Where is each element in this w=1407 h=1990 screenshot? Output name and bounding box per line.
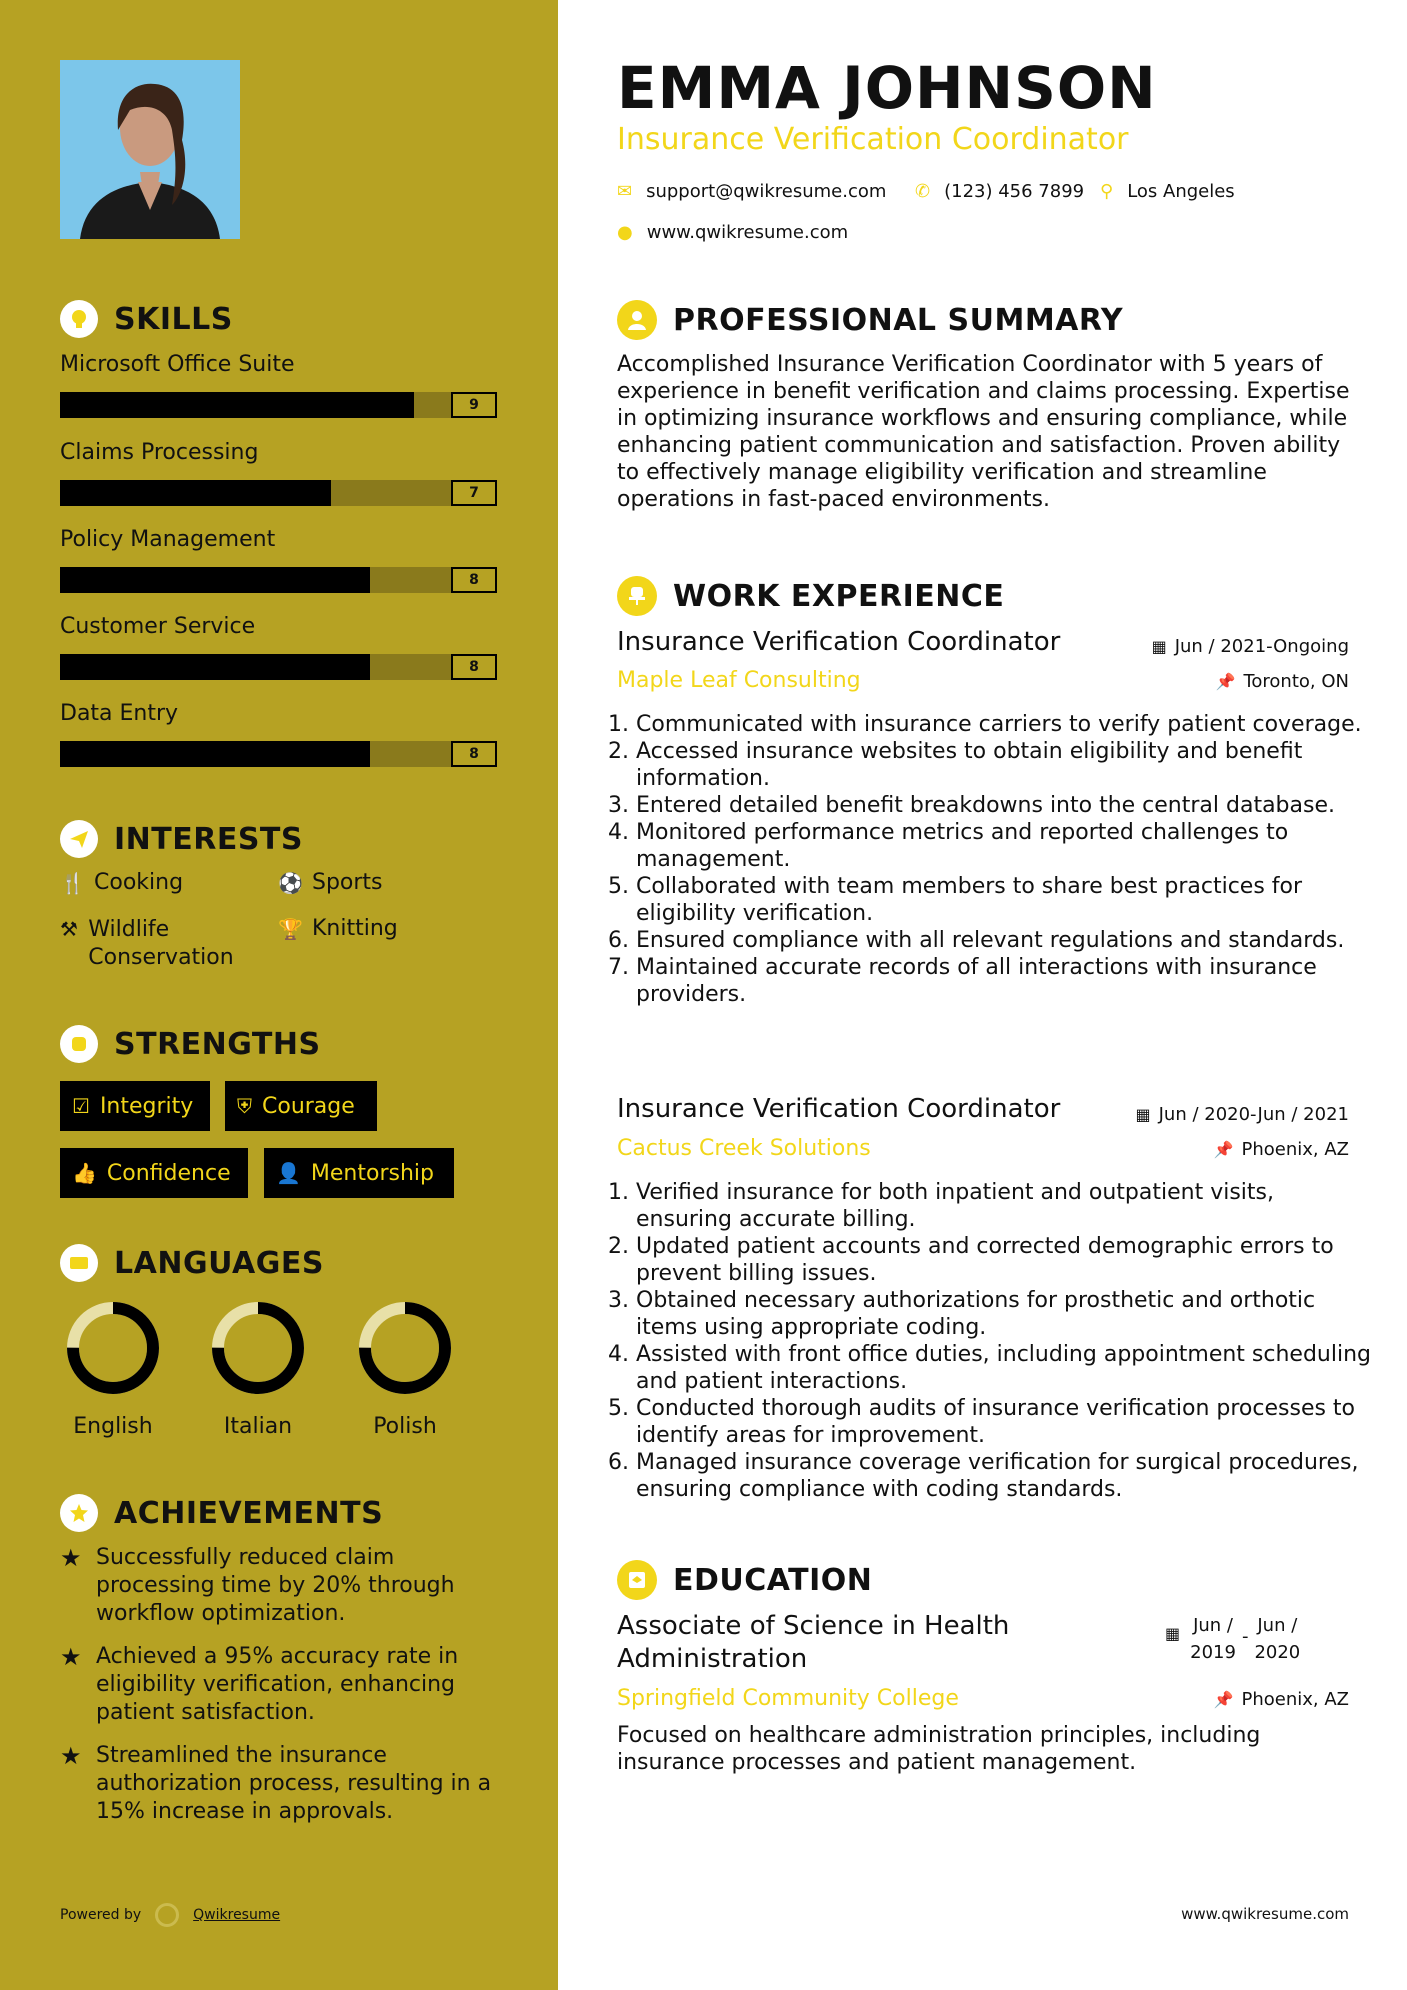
duty-item: 2. Updated patient accounts and corrected demographic errors to prevent billing issues.	[636, 1233, 1376, 1287]
achievements-heading	[60, 1494, 383, 1532]
profile-photo	[60, 60, 240, 239]
education-heading	[617, 1560, 872, 1600]
job-location-text: Toronto, ON	[1243, 671, 1349, 692]
shield-icon: ⛨	[237, 1094, 252, 1118]
languages-title: LANGUAGES	[114, 1245, 324, 1281]
user-icon	[617, 300, 657, 340]
strength-label: Integrity	[99, 1093, 194, 1119]
contact-email	[617, 181, 886, 202]
phone-icon: ✆	[915, 181, 931, 202]
job-date-text: Jun / 2020-Jun / 2021	[1158, 1104, 1349, 1125]
job-location	[1216, 671, 1349, 692]
strength-badge	[264, 1148, 454, 1198]
job-date-text: Jun / 2021-Ongoing	[1174, 636, 1349, 657]
achievement-text: Successfully reduced claim processing time by 20% through workflow optimization.	[96, 1545, 455, 1626]
date-separator: -	[1241, 1626, 1249, 1647]
job-duties	[612, 711, 1376, 1008]
star-icon: ★	[60, 1742, 82, 1770]
duty-item: 6. Ensured compliance with all relevant regulations and standards.	[636, 927, 1376, 954]
achievements-title: ACHIEVEMENTS	[114, 1495, 384, 1531]
strength-label: Mentorship	[310, 1160, 434, 1186]
skills-title: SKILLS	[114, 301, 233, 337]
skill-label: Claims Processing	[60, 440, 259, 465]
skill-bar	[60, 654, 497, 680]
duty-item: 1. Communicated with insurance carriers to verify patient coverage.	[636, 711, 1376, 738]
office-chair-icon	[617, 576, 657, 616]
fist-icon	[60, 1025, 98, 1063]
lightbulb-icon	[60, 300, 98, 338]
language-label: Polish	[373, 1414, 437, 1439]
id-card-icon	[60, 1244, 98, 1282]
language-item	[340, 1300, 470, 1439]
interest-label: Wildlife Conservation	[88, 917, 234, 970]
qwikresume-link[interactable]: Qwikresume	[193, 1907, 281, 1923]
school-name: Springfield Community College	[617, 1686, 959, 1711]
sidebar	[0, 0, 558, 1990]
skill-bar	[60, 741, 497, 767]
powered-label: Powered by	[60, 1907, 142, 1923]
skill-bar-fill	[60, 392, 414, 418]
job-date	[1135, 1104, 1349, 1125]
languages-heading	[60, 1244, 324, 1282]
job-title: Insurance Verification Coordinator	[617, 627, 1061, 657]
checkbox-icon: ☑	[72, 1094, 90, 1118]
education-start	[1190, 1612, 1236, 1666]
duty-item: 5. Collaborated with team members to share best practices for eligibility verification.	[636, 873, 1376, 927]
education-location	[1214, 1689, 1349, 1710]
strength-badge	[225, 1081, 377, 1131]
trophy-icon: 🏆	[278, 917, 303, 941]
start-year: 2019	[1190, 1642, 1236, 1663]
strength-badge	[60, 1148, 248, 1198]
language-label: Italian	[223, 1414, 293, 1439]
start-month: Jun /	[1193, 1615, 1233, 1636]
candidate-name: EMMA JOHNSON	[617, 54, 1157, 122]
end-month: Jun /	[1257, 1615, 1298, 1636]
qwikresume-logo-icon	[155, 1903, 179, 1927]
achievement-item	[60, 1643, 500, 1727]
education-title: EDUCATION	[673, 1562, 873, 1598]
job-location-text: Phoenix, AZ	[1241, 1139, 1349, 1160]
achievement-text: Streamlined the insurance authorization process, resulting in a 15% increase in approvals.	[96, 1743, 492, 1824]
duty-item: 4. Monitored performance metrics and reported challenges to management.	[636, 819, 1376, 873]
duty-item: 6. Managed insurance coverage verification for surgical procedures, ensuring compliance with coding standards.	[636, 1449, 1376, 1503]
summary-heading	[617, 300, 1123, 340]
calendar-icon: ▦	[1165, 1624, 1181, 1643]
duty-item: 5. Conducted thorough audits of insurance verification processes to identify areas for improvement.	[636, 1395, 1376, 1449]
footer-url[interactable]: www.qwikresume.com	[1181, 1905, 1349, 1923]
job-company: Maple Leaf Consulting	[617, 668, 861, 693]
interest-item	[60, 870, 183, 896]
interest-item	[60, 916, 270, 972]
interest-item	[278, 916, 398, 942]
language-ring	[357, 1300, 453, 1396]
education-date	[1165, 1612, 1300, 1666]
pin-icon: 📌	[1213, 1140, 1234, 1159]
duty-item: 7. Maintained accurate records of all interactions with insurance providers.	[636, 954, 1376, 1008]
calendar-icon: ▦	[1135, 1105, 1151, 1124]
duty-item: 2. Accessed insurance websites to obtain eligibility and benefit information.	[636, 738, 1376, 792]
interests-heading	[60, 820, 303, 858]
job-date	[1152, 636, 1349, 657]
calendar-icon: ▦	[1151, 637, 1167, 656]
language-label: English	[73, 1414, 153, 1439]
user-plus-icon: 👤	[276, 1161, 301, 1185]
strengths-title: STRENGTHS	[114, 1026, 321, 1062]
language-ring	[210, 1300, 306, 1396]
contact-location	[1100, 181, 1235, 202]
duty-item: 3. Obtained necessary authorizations for prosthetic and orthotic items using appropriate coding.	[636, 1287, 1376, 1341]
globe-icon: ●	[617, 222, 633, 243]
achievement-item	[60, 1544, 500, 1628]
education-text: Focused on healthcare administration principles, including insurance processes and patient management.	[617, 1723, 1261, 1775]
language-item	[48, 1300, 178, 1439]
location-text: Los Angeles	[1127, 181, 1235, 202]
phone-text[interactable]: (123) 456 7899	[944, 181, 1085, 202]
interests-title: INTERESTS	[114, 821, 303, 857]
interest-label: Sports	[312, 870, 383, 895]
skills-heading	[60, 300, 233, 338]
skill-bar	[60, 480, 497, 506]
language-ring	[65, 1300, 161, 1396]
experience-heading	[617, 576, 1004, 616]
duty-item: 4. Assisted with front office duties, including appointment scheduling and patient interactions.	[636, 1341, 1376, 1395]
education-end	[1254, 1612, 1300, 1666]
degree-title: Associate of Science in Health Administration	[617, 1611, 1010, 1674]
job-duties	[612, 1179, 1376, 1503]
skill-level: 8	[451, 741, 497, 767]
email-text[interactable]: support@qwikresume.com	[646, 181, 887, 202]
interest-label: Knitting	[312, 916, 398, 941]
contact-phone	[915, 181, 1084, 202]
education-location-text: Phoenix, AZ	[1241, 1689, 1349, 1710]
powered-by	[60, 1903, 280, 1927]
skill-label: Microsoft Office Suite	[60, 352, 295, 377]
job-company: Cactus Creek Solutions	[617, 1136, 871, 1161]
skill-level: 7	[451, 480, 497, 506]
utensils-icon: 🍴	[60, 871, 85, 895]
strength-badge	[60, 1081, 210, 1131]
interest-item	[278, 870, 383, 896]
website-text[interactable]: www.qwikresume.com	[646, 222, 849, 243]
star-icon: ★	[60, 1544, 82, 1572]
skill-label: Policy Management	[60, 527, 276, 552]
job-location	[1214, 1139, 1349, 1160]
achievement-text: Achieved a 95% accuracy rate in eligibility verification, enhancing patient satisfaction.	[96, 1644, 459, 1725]
star-icon: ★	[60, 1643, 82, 1671]
skill-bar	[60, 392, 497, 418]
pin-icon: 📌	[1213, 1690, 1234, 1709]
skill-level: 8	[451, 567, 497, 593]
strength-label: Courage	[262, 1093, 355, 1119]
strengths-heading	[60, 1025, 321, 1063]
skill-level: 8	[451, 654, 497, 680]
end-year: 2020	[1254, 1642, 1301, 1663]
strength-label: Confidence	[106, 1160, 231, 1186]
gavel-icon: ⚒	[60, 917, 78, 941]
skill-label: Data Entry	[60, 701, 179, 726]
experience-title: WORK EXPERIENCE	[673, 578, 1005, 614]
summary-text: Accomplished Insurance Verification Coordinator with 5 years of experience in benefit verification and claims processing. Expertise in optimizing insurance workflows and ensuring compliance, while enhancing patient communication and satisfaction. Proven ability to effectively manage eligibility verification and streamline operations in fast-paced environments.	[617, 352, 1350, 512]
paper-plane-icon	[60, 820, 98, 858]
star-icon	[60, 1494, 98, 1532]
skill-bar-fill	[60, 654, 370, 680]
envelope-icon: ✉	[617, 181, 633, 202]
skill-bar-fill	[60, 480, 331, 506]
job-title: Insurance Verification Coordinator	[617, 1094, 1061, 1124]
pin-icon: 📌	[1215, 672, 1236, 691]
skill-bar-fill	[60, 567, 370, 593]
summary-title: PROFESSIONAL SUMMARY	[673, 302, 1124, 338]
map-pin-icon: ⚲	[1100, 181, 1114, 202]
contact-website	[617, 222, 848, 243]
interest-label: Cooking	[94, 870, 184, 895]
skill-bar	[60, 567, 497, 593]
thumbs-up-icon: 👍	[72, 1161, 97, 1185]
duty-item: 3. Entered detailed benefit breakdowns into the central database.	[636, 792, 1376, 819]
achievement-item	[60, 1742, 500, 1826]
duty-item: 1. Verified insurance for both inpatient and outpatient visits, ensuring accurate billing.	[636, 1179, 1376, 1233]
skill-label: Customer Service	[60, 614, 256, 639]
skill-bar-fill	[60, 741, 370, 767]
language-item	[193, 1300, 323, 1439]
candidate-role: Insurance Verification Coordinator	[617, 122, 1129, 157]
graduation-icon	[617, 1560, 657, 1600]
soccer-ball-icon: ⚽	[278, 871, 303, 895]
skill-level: 9	[451, 392, 497, 418]
